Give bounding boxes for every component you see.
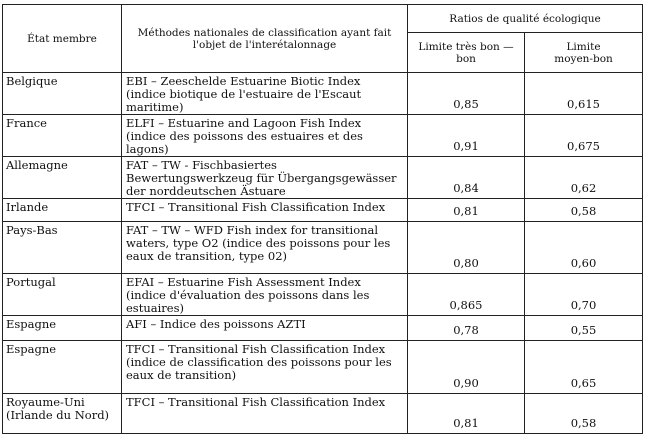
state-cell: Irlande (3, 199, 122, 222)
limit-mod-cell: 0,58 (525, 199, 643, 222)
limit-high-cell: 0,865 (408, 274, 525, 316)
limit-mod-cell: 0,62 (525, 157, 643, 199)
table-row (3, 73, 643, 115)
header-limit-mod: Limite moyen-bon (525, 33, 643, 73)
state-cell: Portugal (3, 274, 122, 316)
table-row (3, 274, 643, 316)
method-cell: TFCI – Transitional Fish Classification Index (122, 199, 408, 222)
table-row (3, 341, 643, 394)
limit-mod-cell: 0,55 (525, 316, 643, 341)
limit-high-cell: 0,81 (408, 199, 525, 222)
limit-mod-cell: 0,615 (525, 73, 643, 115)
state-cell: Belgique (3, 73, 122, 115)
limit-high-cell: 0,91 (408, 115, 525, 157)
method-cell: AFI – Indice des poissons AZTI (122, 316, 408, 341)
table-row (3, 394, 643, 434)
limit-high-cell: 0,84 (408, 157, 525, 199)
table-row (3, 222, 643, 274)
table-row (3, 157, 643, 199)
limit-high-cell: 0,80 (408, 222, 525, 274)
state-cell: Espagne (3, 341, 122, 394)
method-cell: EBI – Zeeschelde Estuarine Biotic Index (indice biotique de l'estuaire de l'Escaut maritime) (122, 73, 408, 115)
method-cell: TFCI – Transitional Fish Classification Index (122, 394, 408, 434)
header-method: Méthodes nationales de classification ayant fait l'objet de l'interétalonnage (122, 5, 408, 73)
limit-high-cell: 0,78 (408, 316, 525, 341)
limit-high-cell: 0,90 (408, 341, 525, 394)
state-cell: Pays-Bas (3, 222, 122, 274)
state-cell: Allemagne (3, 157, 122, 199)
table-row (3, 199, 643, 222)
limit-mod-cell: 0,58 (525, 394, 643, 434)
header-state: État membre (3, 5, 122, 73)
state-cell: Espagne (3, 316, 122, 341)
limit-mod-cell: 0,60 (525, 222, 643, 274)
method-cell: TFCI – Transitional Fish Classification Index (indice de classification des poissons pour les eaux de transition) (122, 341, 408, 394)
header-ratios: Ratios de qualité écologique (408, 5, 643, 33)
state-cell: Royaume-Uni (Irlande du Nord) (3, 394, 122, 434)
header-limit-high: Limite très bon — bon (408, 33, 525, 73)
table-row (3, 115, 643, 157)
limit-high-cell: 0,85 (408, 73, 525, 115)
state-cell: France (3, 115, 122, 157)
limit-high-cell: 0,81 (408, 394, 525, 434)
ratios-table (2, 4, 643, 434)
table-row (3, 316, 643, 341)
limit-mod-cell: 0,70 (525, 274, 643, 316)
method-cell: FAT – TW – WFD Fish index for transitional waters, type O2 (indice des poissons pour les eaux de transition, type 02) (122, 222, 408, 274)
limit-mod-cell: 0,675 (525, 115, 643, 157)
limit-mod-cell: 0,65 (525, 341, 643, 394)
method-cell: FAT – TW - Fischbasiertes Bewertungswerkzeug für Übergangsgewässer der norddeutschen Ästuare (122, 157, 408, 199)
method-cell: ELFI – Estuarine and Lagoon Fish Index (indice des poissons des estuaires et des lagons) (122, 115, 408, 157)
method-cell: EFAI – Estuarine Fish Assessment Index (indice d'évaluation des poissons dans les estuaires) (122, 274, 408, 316)
